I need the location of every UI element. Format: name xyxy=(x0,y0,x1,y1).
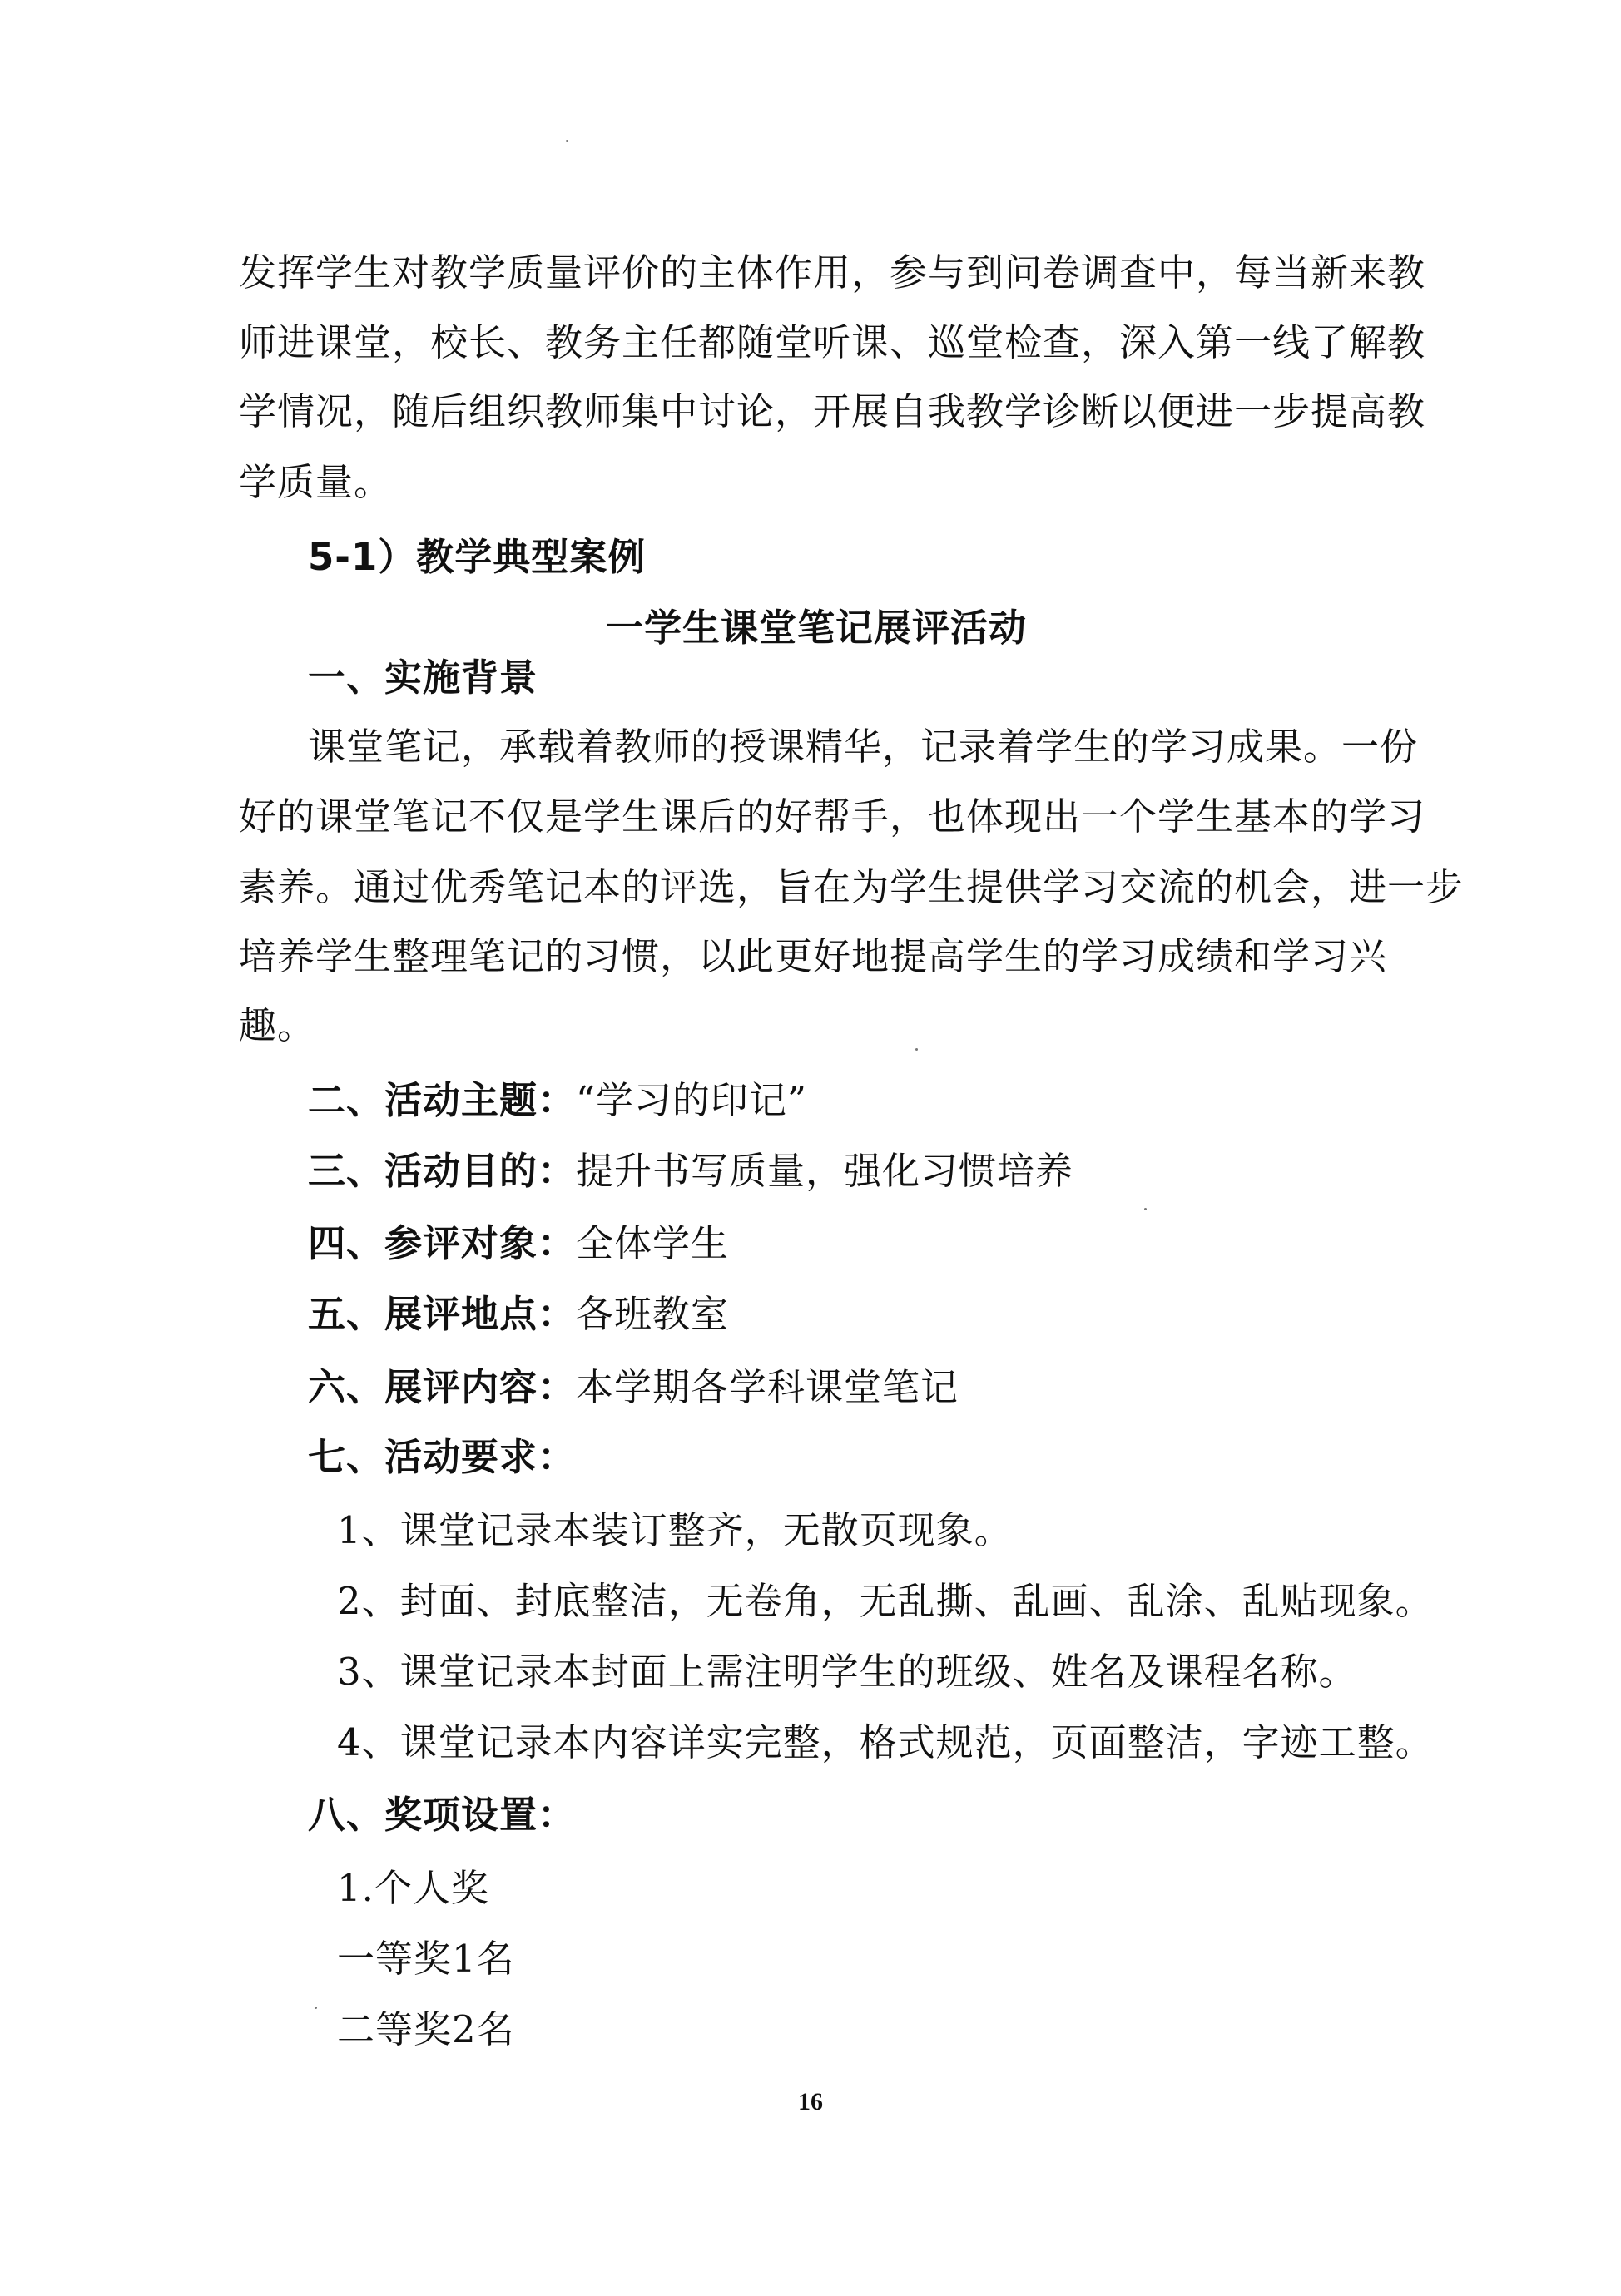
background-line-3: 素养。通过优秀笔记本的评选，旨在为学生提供学习交流的机会，进一步 xyxy=(239,865,1465,909)
item-content-label: 六、展评内容： xyxy=(308,1365,577,1409)
background-line-4: 培养学生整理笔记的习惯，以此更好地提高学生的学习成绩和学习兴 xyxy=(239,934,1388,978)
case-title: 一学生课堂笔记展评活动 xyxy=(606,606,1028,650)
scan-speck xyxy=(915,1048,918,1051)
requirement-2: 2、封面、封底整洁，无卷角，无乱撕、乱画、乱涂、乱贴现象。 xyxy=(337,1579,1434,1623)
page-number: 16 xyxy=(798,2088,823,2115)
intro-line-1: 发挥学生对教学质量评价的主体作用，参与到问卷调查中，每当新来教 xyxy=(239,250,1426,294)
item-content-value: 本学期各学科课堂笔记 xyxy=(576,1365,959,1409)
requirements-heading: 七、活动要求： xyxy=(308,1435,577,1479)
item-theme-label: 二、活动主题： xyxy=(308,1078,577,1122)
item-location-label: 五、展评地点： xyxy=(308,1292,577,1336)
item-participants-value: 全体学生 xyxy=(576,1221,730,1265)
scan-speck xyxy=(315,2007,317,2009)
item-participants-label: 四、参评对象： xyxy=(308,1221,577,1265)
requirement-3: 3、课堂记录本封面上需注明学生的班级、姓名及课程名称。 xyxy=(337,1650,1357,1694)
background-line-2: 好的课堂笔记不仅是学生课后的好帮手，也体现出一个学生基本的学习 xyxy=(239,794,1426,839)
item-location xyxy=(308,1289,729,1339)
background-heading: 一、实施背景 xyxy=(308,656,538,700)
item-theme xyxy=(308,1076,807,1126)
intro-line-2: 师进课堂，校长、教务主任都随堂听课、巡堂检查，深入第一线了解教 xyxy=(239,320,1426,364)
item-participants xyxy=(308,1219,729,1269)
background-line-1: 课堂笔记，承载着教师的授课精华，记录着学生的学习成果。一份 xyxy=(308,725,1419,769)
intro-line-3: 学情况，随后组织教师集中讨论，开展自我教学诊断以便进一步提高教 xyxy=(239,389,1426,433)
award-item-2: 一等奖1名 xyxy=(337,1937,515,1981)
item-content xyxy=(308,1363,959,1413)
award-item-1: 1.个人奖 xyxy=(337,1866,489,1910)
section-heading: 5-1）教学典型案例 xyxy=(308,535,647,579)
item-purpose xyxy=(308,1146,1073,1196)
scan-speck xyxy=(1144,1208,1147,1210)
background-line-5: 趣。 xyxy=(239,1003,316,1047)
item-theme-value: “学习的印记” xyxy=(576,1078,808,1122)
intro-line-4: 学质量。 xyxy=(239,460,393,504)
scan-speck xyxy=(566,140,568,142)
item-location-value: 各班教室 xyxy=(576,1292,730,1336)
award-item-3: 二等奖2名 xyxy=(337,2007,515,2051)
awards-heading: 八、奖项设置： xyxy=(308,1793,577,1837)
item-purpose-value: 提升书写质量，强化习惯培养 xyxy=(576,1149,1074,1193)
item-purpose-label: 三、活动目的： xyxy=(308,1149,577,1193)
requirement-4: 4、课堂记录本内容详实完整，格式规范，页面整洁，字迹工整。 xyxy=(337,1720,1434,1764)
requirement-1: 1、课堂记录本装订整齐，无散页现象。 xyxy=(337,1508,1013,1552)
